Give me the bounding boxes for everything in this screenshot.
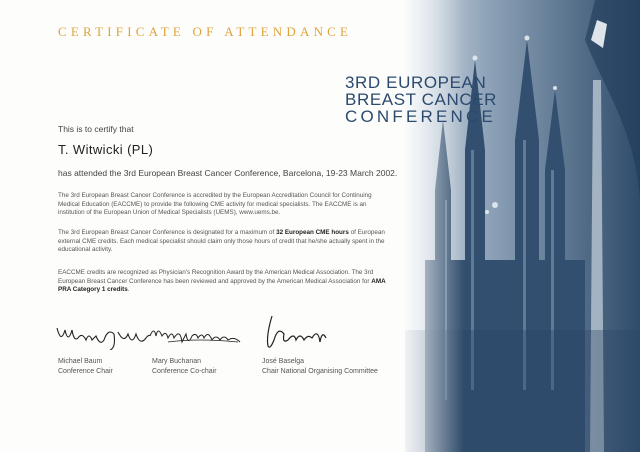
signatory-role: Chair National Organising Committee [262, 368, 378, 375]
accreditation-paragraph: The 3rd European Breast Cancer Conference is accredited by the European Accreditation Council for Continuing Medical Education (EACCME) to provide the following CME activity for medical specialists. The EACCME is an institution of the European Union of Medical Specialists (UEMS), www.uems.be. [58, 192, 372, 217]
certify-text: This is to certify that [58, 124, 134, 134]
cathedral-photo-icon [405, 0, 640, 452]
signature-baselga-icon [262, 314, 334, 350]
signatory-name: Michael Baum [58, 358, 103, 365]
signatory-role: Conference Chair [58, 368, 113, 375]
ama-text-after: . [127, 286, 130, 294]
signatory-name: Mary Buchanan [152, 358, 202, 365]
signatory-role: Conference Co-chair [152, 368, 217, 375]
ama-paragraph [58, 269, 393, 295]
signatory-buchanan [152, 357, 217, 377]
signatory-baum [58, 357, 113, 377]
conference-title-line3: CONFERENCE [345, 107, 497, 126]
conference-title-line2: BREAST CANCER [345, 90, 498, 109]
attended-text: has attended the 3rd European Breast Cancer Conference, Barcelona, 19-23 March 2002. [58, 168, 398, 178]
signature-baselga [262, 314, 334, 350]
signature-baum-icon [55, 318, 150, 350]
cme-hours-paragraph [58, 229, 393, 255]
ama-credits-highlight: AMA PRA Category 1 credits [58, 277, 386, 294]
conference-title-line1: 3RD EUROPEAN [345, 73, 487, 92]
cme-hours-highlight: 32 European CME hours [276, 229, 349, 236]
cme-hours-text-before: The 3rd European Breast Cancer Conference is designated for a maximum of [58, 229, 277, 236]
signatory-baselga [262, 357, 378, 377]
signature-buchanan [148, 322, 248, 348]
cathedral-photo [405, 0, 640, 452]
signatory-name: José Baselga [262, 358, 305, 365]
certificate-heading: CERTIFICATE OF ATTENDANCE [58, 24, 353, 39]
ama-text-before: EACCME credits are recognized as Physician's Recognition Award by the American Medical Association. The 3rd European Breast Cancer Conference has been reviewed and approved by the American Medical Association for [58, 269, 374, 285]
attendee-name: T. Witwicki (PL) [58, 142, 154, 157]
cme-hours-text-after: of European external CME credits. Each medical specialist should claim only those hours of credit that he/she actually spent in the educational activity. [58, 229, 385, 254]
signature-baum [55, 318, 150, 350]
conference-title [345, 74, 497, 125]
signature-buchanan-icon [148, 322, 248, 348]
